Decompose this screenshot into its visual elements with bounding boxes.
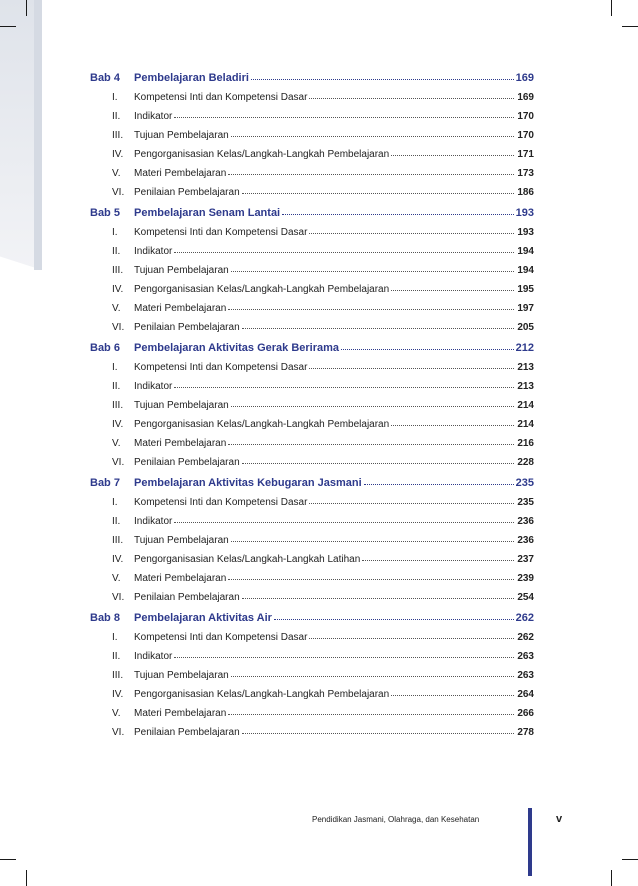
crop-mark-bottom-left-h bbox=[0, 859, 16, 860]
item-page: 263 bbox=[517, 670, 534, 681]
dot-leader bbox=[309, 360, 514, 369]
item-numeral: III. bbox=[112, 670, 124, 681]
item-page: 169 bbox=[517, 92, 534, 103]
chapter-title: Pembelajaran Beladiri bbox=[134, 72, 249, 84]
toc-item-row[interactable] bbox=[90, 418, 534, 437]
dot-leader bbox=[242, 725, 514, 734]
item-numeral: I. bbox=[112, 227, 118, 238]
toc-item-row[interactable] bbox=[90, 688, 534, 707]
item-numeral: I. bbox=[112, 632, 118, 643]
item-title: Penilaian Pembelajaran bbox=[134, 727, 240, 738]
chapter-page: 262 bbox=[515, 612, 534, 624]
item-title: Pengorganisasian Kelas/Langkah-Langkah Pembelajaran bbox=[134, 149, 390, 160]
item-page: 237 bbox=[517, 554, 534, 565]
toc-item-row[interactable] bbox=[90, 283, 534, 302]
item-page: 254 bbox=[517, 592, 534, 603]
item-numeral: VI. bbox=[112, 592, 125, 603]
item-title: Tujuan Pembelajaran bbox=[134, 130, 229, 141]
toc-item-row[interactable] bbox=[90, 399, 534, 418]
item-numeral: III. bbox=[112, 535, 124, 546]
page-number: v bbox=[556, 813, 563, 825]
item-title: Kompetensi Inti dan Kompetensi Dasar bbox=[134, 632, 308, 643]
dot-leader bbox=[228, 301, 514, 310]
dot-leader bbox=[174, 379, 514, 388]
item-numeral: V. bbox=[112, 573, 121, 584]
crop-mark-top-left-v bbox=[26, 0, 27, 16]
item-page: 235 bbox=[517, 497, 534, 508]
dot-leader bbox=[231, 668, 514, 677]
dot-leader bbox=[231, 533, 514, 542]
item-page: 195 bbox=[517, 284, 534, 295]
chapter-title: Pembelajaran Aktivitas Air bbox=[134, 612, 272, 624]
item-page: 239 bbox=[517, 573, 534, 584]
dot-leader bbox=[251, 71, 514, 80]
item-title: Tujuan Pembelajaran bbox=[134, 265, 229, 276]
item-page: 194 bbox=[517, 246, 534, 257]
item-page: 264 bbox=[517, 689, 534, 700]
table-of-contents bbox=[90, 70, 534, 745]
item-numeral: IV. bbox=[112, 554, 124, 565]
dot-leader bbox=[231, 398, 514, 407]
dot-leader bbox=[228, 706, 514, 715]
item-title: Materi Pembelajaran bbox=[134, 303, 227, 314]
dot-leader bbox=[228, 571, 514, 580]
item-page: 278 bbox=[517, 727, 534, 738]
item-numeral: IV. bbox=[112, 419, 124, 430]
chapter-page: 169 bbox=[515, 72, 534, 84]
chapter-number: Bab 8 bbox=[90, 612, 120, 624]
toc-chapter-row[interactable] bbox=[90, 342, 534, 361]
item-page: 193 bbox=[517, 227, 534, 238]
toc-item-row[interactable] bbox=[90, 321, 534, 340]
dot-leader bbox=[391, 282, 514, 291]
item-numeral: II. bbox=[112, 651, 121, 662]
chapter-page: 235 bbox=[515, 477, 534, 489]
item-numeral: IV. bbox=[112, 284, 124, 295]
item-page: 214 bbox=[517, 419, 534, 430]
item-numeral: I. bbox=[112, 92, 118, 103]
chapter-title: Pembelajaran Senam Lantai bbox=[134, 207, 281, 219]
item-title: Indikator bbox=[134, 651, 173, 662]
toc-item-row[interactable] bbox=[90, 129, 534, 148]
item-title: Penilaian Pembelajaran bbox=[134, 457, 240, 468]
item-numeral: V. bbox=[112, 708, 121, 719]
footer-accent-bar bbox=[528, 808, 532, 876]
dot-leader bbox=[174, 649, 514, 658]
item-numeral: V. bbox=[112, 168, 121, 179]
item-title: Tujuan Pembelajaran bbox=[134, 535, 229, 546]
item-numeral: VI. bbox=[112, 187, 125, 198]
chapter-number: Bab 5 bbox=[90, 207, 120, 219]
item-numeral: III. bbox=[112, 130, 124, 141]
crop-mark-bottom-right-v bbox=[611, 870, 612, 886]
chapter-page: 193 bbox=[515, 207, 534, 219]
item-page: 170 bbox=[517, 111, 534, 122]
chapter-number: Bab 6 bbox=[90, 342, 120, 354]
dot-leader bbox=[309, 225, 514, 234]
item-title: Materi Pembelajaran bbox=[134, 573, 227, 584]
side-decoration-bar bbox=[34, 0, 42, 270]
dot-leader bbox=[309, 630, 514, 639]
item-title: Materi Pembelajaran bbox=[134, 168, 227, 179]
dot-leader bbox=[242, 185, 514, 194]
toc-item-row[interactable] bbox=[90, 631, 534, 650]
toc-item-row[interactable] bbox=[90, 226, 534, 245]
toc-item-row[interactable] bbox=[90, 186, 534, 205]
item-title: Indikator bbox=[134, 516, 173, 527]
toc-item-row[interactable] bbox=[90, 456, 534, 475]
item-title: Indikator bbox=[134, 111, 173, 122]
toc-item-row[interactable] bbox=[90, 148, 534, 167]
toc-item-row[interactable] bbox=[90, 361, 534, 380]
item-title: Pengorganisasian Kelas/Langkah-Langkah Latihan bbox=[134, 554, 361, 565]
item-title: Penilaian Pembelajaran bbox=[134, 187, 240, 198]
chapter-title: Pembelajaran Aktivitas Gerak Berirama bbox=[134, 342, 340, 354]
crop-mark-top-right-v bbox=[611, 0, 612, 16]
item-numeral: VI. bbox=[112, 727, 125, 738]
dot-leader bbox=[231, 128, 514, 137]
toc-item-row[interactable] bbox=[90, 91, 534, 110]
item-page: 214 bbox=[517, 400, 534, 411]
chapter-page: 212 bbox=[515, 342, 534, 354]
item-page: 266 bbox=[517, 708, 534, 719]
item-numeral: II. bbox=[112, 516, 121, 527]
chapter-number: Bab 4 bbox=[90, 72, 120, 84]
item-title: Kompetensi Inti dan Kompetensi Dasar bbox=[134, 497, 308, 508]
item-numeral: V. bbox=[112, 303, 121, 314]
footer-book-title: Pendidikan Jasmani, Olahraga, dan Kesehatan bbox=[312, 815, 480, 824]
item-numeral: VI. bbox=[112, 457, 125, 468]
item-title: Kompetensi Inti dan Kompetensi Dasar bbox=[134, 362, 308, 373]
chapter-title: Pembelajaran Aktivitas Kebugaran Jasmani bbox=[134, 477, 362, 489]
dot-leader bbox=[341, 341, 514, 350]
dot-leader bbox=[242, 590, 514, 599]
dot-leader bbox=[364, 476, 514, 485]
item-page: 186 bbox=[517, 187, 534, 198]
item-numeral: II. bbox=[112, 111, 121, 122]
toc-item-row[interactable] bbox=[90, 496, 534, 515]
dot-leader bbox=[174, 109, 514, 118]
crop-mark-top-right-h bbox=[622, 26, 638, 27]
item-numeral: II. bbox=[112, 246, 121, 257]
item-numeral: VI. bbox=[112, 322, 125, 333]
item-numeral: III. bbox=[112, 400, 124, 411]
item-page: 170 bbox=[517, 130, 534, 141]
toc-item-row[interactable] bbox=[90, 245, 534, 264]
toc-item-row[interactable] bbox=[90, 669, 534, 688]
crop-mark-bottom-right-h bbox=[622, 859, 638, 860]
toc-item-row[interactable] bbox=[90, 437, 534, 456]
item-title: Penilaian Pembelajaran bbox=[134, 592, 240, 603]
item-page: 194 bbox=[517, 265, 534, 276]
item-page: 171 bbox=[517, 149, 534, 160]
item-page: 262 bbox=[517, 632, 534, 643]
item-numeral: I. bbox=[112, 362, 118, 373]
chapter-number: Bab 7 bbox=[90, 477, 120, 489]
item-title: Materi Pembelajaran bbox=[134, 708, 227, 719]
item-title: Pengorganisasian Kelas/Langkah-Langkah Pembelajaran bbox=[134, 689, 390, 700]
toc-item-row[interactable] bbox=[90, 302, 534, 321]
item-page: 216 bbox=[517, 438, 534, 449]
item-title: Penilaian Pembelajaran bbox=[134, 322, 240, 333]
toc-item-row[interactable] bbox=[90, 572, 534, 591]
item-title: Pengorganisasian Kelas/Langkah-Langkah Pembelajaran bbox=[134, 284, 390, 295]
toc-item-row[interactable] bbox=[90, 726, 534, 745]
item-numeral: III. bbox=[112, 265, 124, 276]
toc-item-row[interactable] bbox=[90, 515, 534, 534]
toc-item-row[interactable] bbox=[90, 534, 534, 553]
toc-item-row[interactable] bbox=[90, 591, 534, 610]
dot-leader bbox=[391, 417, 514, 426]
dot-leader bbox=[391, 147, 514, 156]
dot-leader bbox=[282, 206, 514, 215]
item-page: 263 bbox=[517, 651, 534, 662]
toc-chapter-row[interactable] bbox=[90, 207, 534, 226]
item-page: 236 bbox=[517, 535, 534, 546]
toc-item-row[interactable] bbox=[90, 553, 534, 572]
item-page: 213 bbox=[517, 381, 534, 392]
item-title: Tujuan Pembelajaran bbox=[134, 670, 229, 681]
item-title: Kompetensi Inti dan Kompetensi Dasar bbox=[134, 92, 308, 103]
item-page: 213 bbox=[517, 362, 534, 373]
item-title: Materi Pembelajaran bbox=[134, 438, 227, 449]
item-numeral: I. bbox=[112, 497, 118, 508]
item-title: Indikator bbox=[134, 381, 173, 392]
dot-leader bbox=[242, 320, 514, 329]
item-page: 236 bbox=[517, 516, 534, 527]
item-numeral: V. bbox=[112, 438, 121, 449]
dot-leader bbox=[309, 90, 514, 99]
toc-item-row[interactable] bbox=[90, 650, 534, 669]
crop-mark-top-left-h bbox=[0, 26, 16, 27]
crop-mark-bottom-left-v bbox=[26, 870, 27, 886]
item-title: Kompetensi Inti dan Kompetensi Dasar bbox=[134, 227, 308, 238]
dot-leader bbox=[228, 166, 514, 175]
toc-chapter-row[interactable] bbox=[90, 72, 534, 91]
toc-chapter-row[interactable] bbox=[90, 612, 534, 631]
item-page: 173 bbox=[517, 168, 534, 179]
dot-leader bbox=[362, 552, 514, 561]
toc-item-row[interactable] bbox=[90, 110, 534, 129]
item-numeral: IV. bbox=[112, 149, 124, 160]
dot-leader bbox=[174, 514, 514, 523]
item-title: Indikator bbox=[134, 246, 173, 257]
item-page: 197 bbox=[517, 303, 534, 314]
dot-leader bbox=[274, 611, 514, 620]
item-title: Tujuan Pembelajaran bbox=[134, 400, 229, 411]
toc-chapter-row[interactable] bbox=[90, 477, 534, 496]
toc-item-row[interactable] bbox=[90, 380, 534, 399]
item-page: 205 bbox=[517, 322, 534, 333]
dot-leader bbox=[391, 687, 514, 696]
dot-leader bbox=[231, 263, 514, 272]
toc-item-row[interactable] bbox=[90, 264, 534, 283]
item-numeral: II. bbox=[112, 381, 121, 392]
item-numeral: IV. bbox=[112, 689, 124, 700]
item-page: 228 bbox=[517, 457, 534, 468]
dot-leader bbox=[309, 495, 514, 504]
toc-item-row[interactable] bbox=[90, 167, 534, 186]
item-title: Pengorganisasian Kelas/Langkah-Langkah Pembelajaran bbox=[134, 419, 390, 430]
dot-leader bbox=[228, 436, 514, 445]
dot-leader bbox=[174, 244, 514, 253]
toc-item-row[interactable] bbox=[90, 707, 534, 726]
dot-leader bbox=[242, 455, 514, 464]
